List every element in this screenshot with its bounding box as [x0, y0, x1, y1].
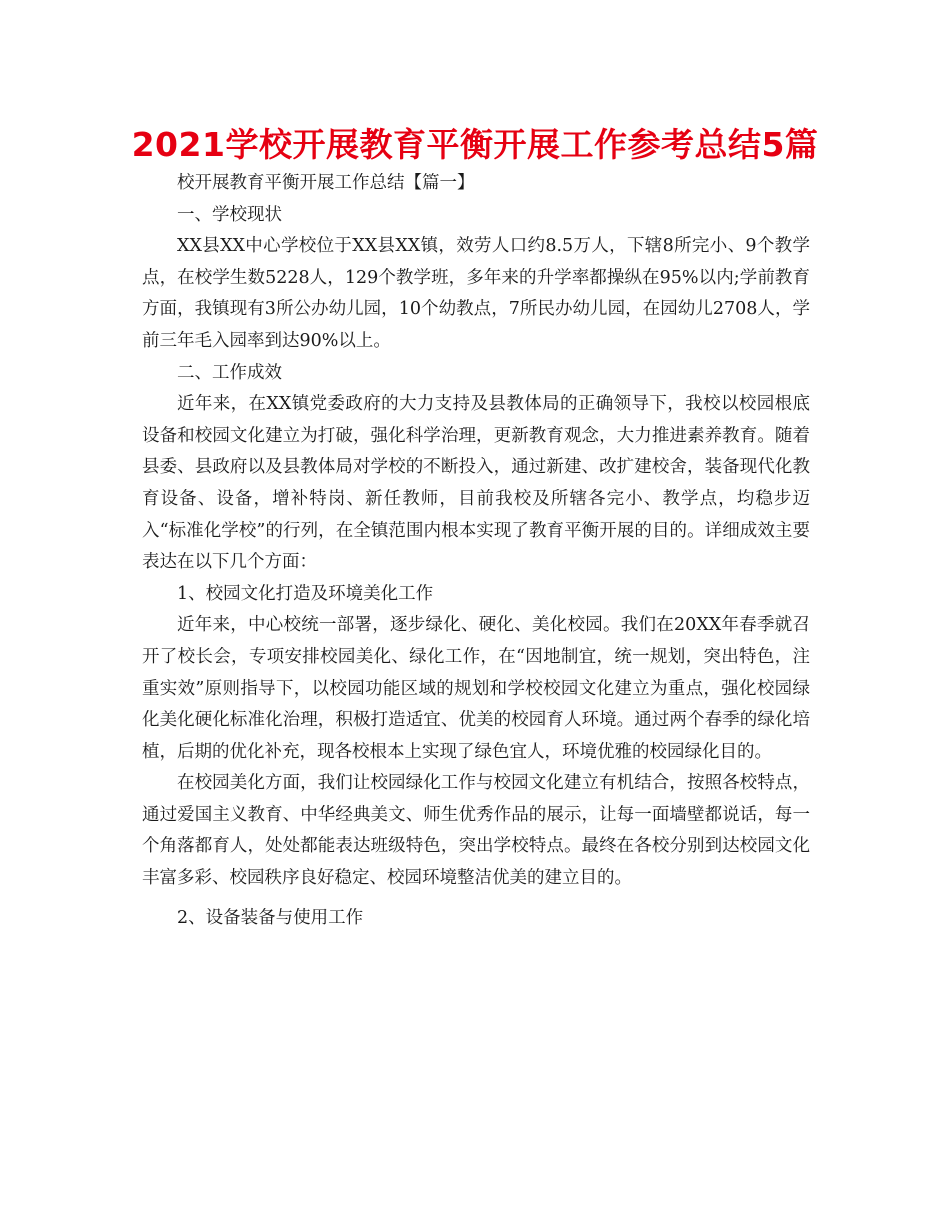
heading-school-status: 一、学校现状: [177, 204, 282, 225]
document-title: 2021学校开展教育平衡开展工作参考总结5篇: [131, 125, 819, 164]
paragraph-campus-greening: 近年来，中心校统一部署，逐步绿化、硬化、美化校园。我们在20XX年春季就召开了校长会，专项安排校园美化、绿化工作，在“因地制宜，统一规划，突出特色，注重实效”原则指导下，以校园功能区域的规划和学校校园文化建立为重点，强化校园绿化美化硬化标准化治理，积极打造适宜、优美的校园育人环境。通过两个春季的绿化培植，后期的优化补充，现各校根本上实现了绿色宜人，环境优雅的校园绿化目的。: [142, 615, 810, 762]
section-heading-article-one: 校开展教育平衡开展工作总结【篇一】: [177, 173, 475, 193]
document-body: [142, 168, 810, 934]
paragraph-campus-beautification: 在校园美化方面，我们让校园绿化工作与校园文化建立有机结合，按照各校特点，通过爱国主义教育、中华经典美文、师生优秀作品的展示，让每一面墙壁都说话，每一个角落都育人，处处都能表达班级特色，突出学校特点。最终在各校分别到达校园文化丰富多彩、校园秩序良好稳定、校园环境整洁优美的建立目的。: [142, 773, 810, 889]
paragraph-school-status: XX县XX中心学校位于XX县XX镇，效劳人口约8.5万人，下辖8所完小、9个教学点，在校学生数5228人，129个教学班，多年来的升学率都操纵在95%以内;学前教育方面，我镇现有3所公办幼儿园，10个幼教点，7所民办幼儿园，在园幼儿2708人，学前三年毛入园率到达90%以上。: [142, 236, 810, 351]
paragraph-work-results: 近年来，在XX镇党委政府的大力支持及县教体局的正确领导下，我校以校园根底设备和校园文化建立为打破，强化科学治理，更新教育观念，大力推进素养教育。随着县委、县政府以及县教体局对学校的不断投入，通过新建、改扩建校舍，装备现代化教育设备、设备，增补特岗、新任教师，目前我校及所辖各完小、教学点，均稳步迈入“标准化学校”的行列，在全镇范围内根本实现了教育平衡开展的目的。详细成效主要表达在以下几个方面：: [142, 394, 810, 573]
heading-equipment: 2、设备装备与使用工作: [177, 907, 364, 928]
heading-work-results: 二、工作成效: [177, 362, 282, 383]
heading-campus-culture: 1、校园文化打造及环境美化工作: [177, 583, 434, 604]
